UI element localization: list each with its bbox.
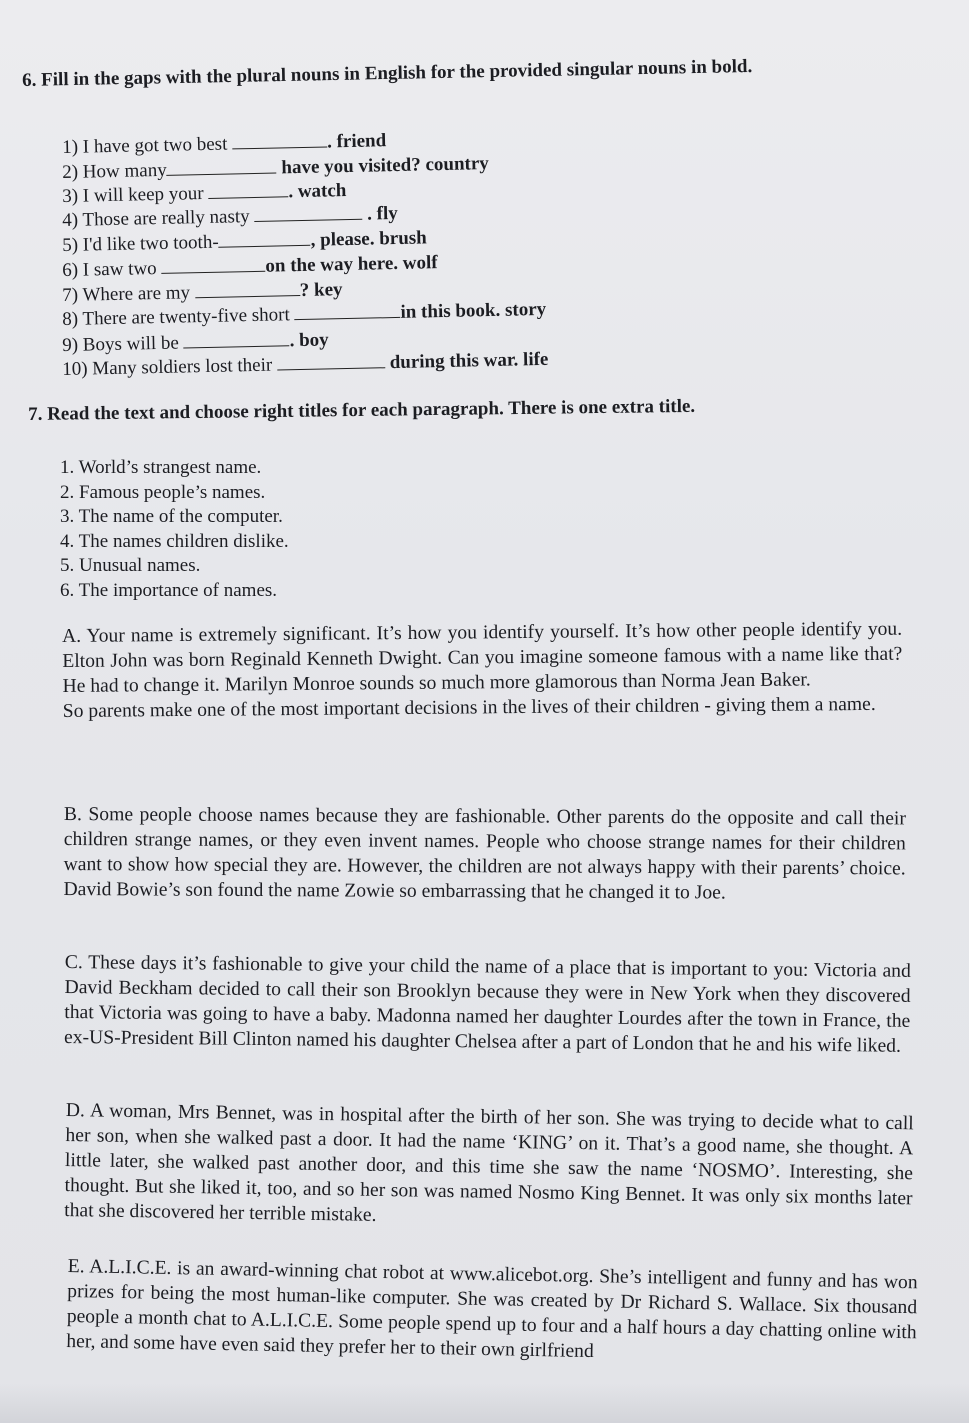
item-suffix: , please. brush xyxy=(310,227,427,251)
title-option: 4. The names children dislike. xyxy=(60,530,289,552)
answer-blank[interactable] xyxy=(254,203,362,222)
page-bottom-shadow xyxy=(0,1383,969,1423)
item-prefix: 5) I'd like two tooth- xyxy=(62,231,219,256)
task-7-title: 7. Read the text and choose right titles for each paragraph. There is one extra title. xyxy=(28,395,696,425)
title-option: 3. The name of the computer. xyxy=(60,506,283,528)
item-suffix: in this book. story xyxy=(400,298,547,323)
item-prefix: 2) How many xyxy=(62,159,167,183)
item-suffix: during this war. life xyxy=(389,348,549,374)
paragraph-a xyxy=(62,617,903,724)
answer-blank[interactable] xyxy=(208,180,288,199)
item-suffix: . fly xyxy=(366,202,398,225)
paragraph-b: B. Some people choose names because they are fashionable. Other parents do the opposite and call their children strange names, or they even invent names. People who choose strange names for their children want to show how special they are. However, the children are not always happy with their parents’ choice. David Bowie’s son found the name Zowie so embarrassing that he changed it to Joe. xyxy=(63,804,906,904)
item-prefix: 1) I have got two best xyxy=(62,133,228,158)
title-option: 2. Famous people’s names. xyxy=(60,481,266,503)
answer-blank[interactable] xyxy=(161,255,265,274)
title-option: 1. World’s strangest name. xyxy=(60,457,262,478)
answer-blank[interactable] xyxy=(218,229,310,248)
item-suffix: have you visited? country xyxy=(281,153,490,179)
answer-blank[interactable] xyxy=(183,329,289,348)
item-prefix: 6) I saw two xyxy=(62,258,157,281)
item-prefix: 10) Many soldiers lost their xyxy=(62,354,273,380)
paragraph-e: E. A.L.I.C.E. is an award-winning chat robot at www.alicebot.org. She’s intelligent and funny and has won prizes for being the most human-like computer. She was created by Dr Richard S. Wallace. Six thousand people a month chat to A.L.I.C.E. Some people spend up to four and a half hours a day chatting online with her, and some have even said they prefer her to their own girlfriend xyxy=(66,1255,918,1363)
title-options-list xyxy=(60,456,289,604)
item-suffix: ? key xyxy=(299,279,343,302)
item-suffix: . boy xyxy=(289,329,329,352)
paragraph-a-text: A. Your name is extremely significant. It’s how you identify yourself. It’s how other people identify you. Elton John was born Reginald Kenneth Dwight. Can you imagine someone famous with a name like that? He had to change it. Marilyn Monroe sounds so much more glamorous than Norma Jean Baker. xyxy=(62,618,903,697)
title-option: 5. Unusual names. xyxy=(60,555,201,577)
answer-blank[interactable] xyxy=(195,279,300,298)
item-prefix: 8) There are twenty-five short xyxy=(62,304,290,330)
item-prefix: 4) Those are really nasty xyxy=(62,206,250,231)
answer-blank[interactable] xyxy=(232,130,327,149)
title-option: 6. The importance of names. xyxy=(60,579,278,601)
item-suffix: . friend xyxy=(326,130,387,153)
answer-blank[interactable] xyxy=(294,301,400,320)
paragraph-c: C. These days it’s fashionable to give your child the name of a place that is important to you: Victoria and David Beckham decided to call their son Brooklyn because they were in New York when they discovered that Victoria was going to have a baby. Madonna named her daughter Lourdes after the town in France, the ex-US-President Bill Clinton named his daughter Chelsea after a part of London that he and his wife liked. xyxy=(63,951,911,1057)
item-suffix: on the way here. wolf xyxy=(265,252,438,277)
paragraph-a-conclusion: So parents make one of the most important decisions in the lives of their children - giving them a name. xyxy=(62,693,876,722)
answer-blank[interactable] xyxy=(166,157,276,176)
item-prefix: 9) Boys will be xyxy=(62,332,180,356)
item-prefix: 3) I will keep your xyxy=(62,183,204,207)
answer-blank[interactable] xyxy=(277,351,385,370)
item-prefix: 7) Where are my xyxy=(62,282,191,306)
paragraph-d: D. A woman, Mrs Bennet, was in hospital after the birth of her son. She was trying to decide what to call her son, when she walked past a door. It had the name ‘KING’ on it. That’s a good name, she thought. A little later, she walked past another door, and this time she saw the name ‘NOSMO’. Interesting, she thought. But she liked it, too, and so her son was named Nosmo King Bennet. It was only six months later that she discovered her terrible mistake. xyxy=(64,1099,914,1226)
task-6-title: 6. Fill in the gaps with the plural nouns in English for the provided singular nouns in bold. xyxy=(22,55,753,91)
item-suffix: . watch xyxy=(288,180,347,203)
